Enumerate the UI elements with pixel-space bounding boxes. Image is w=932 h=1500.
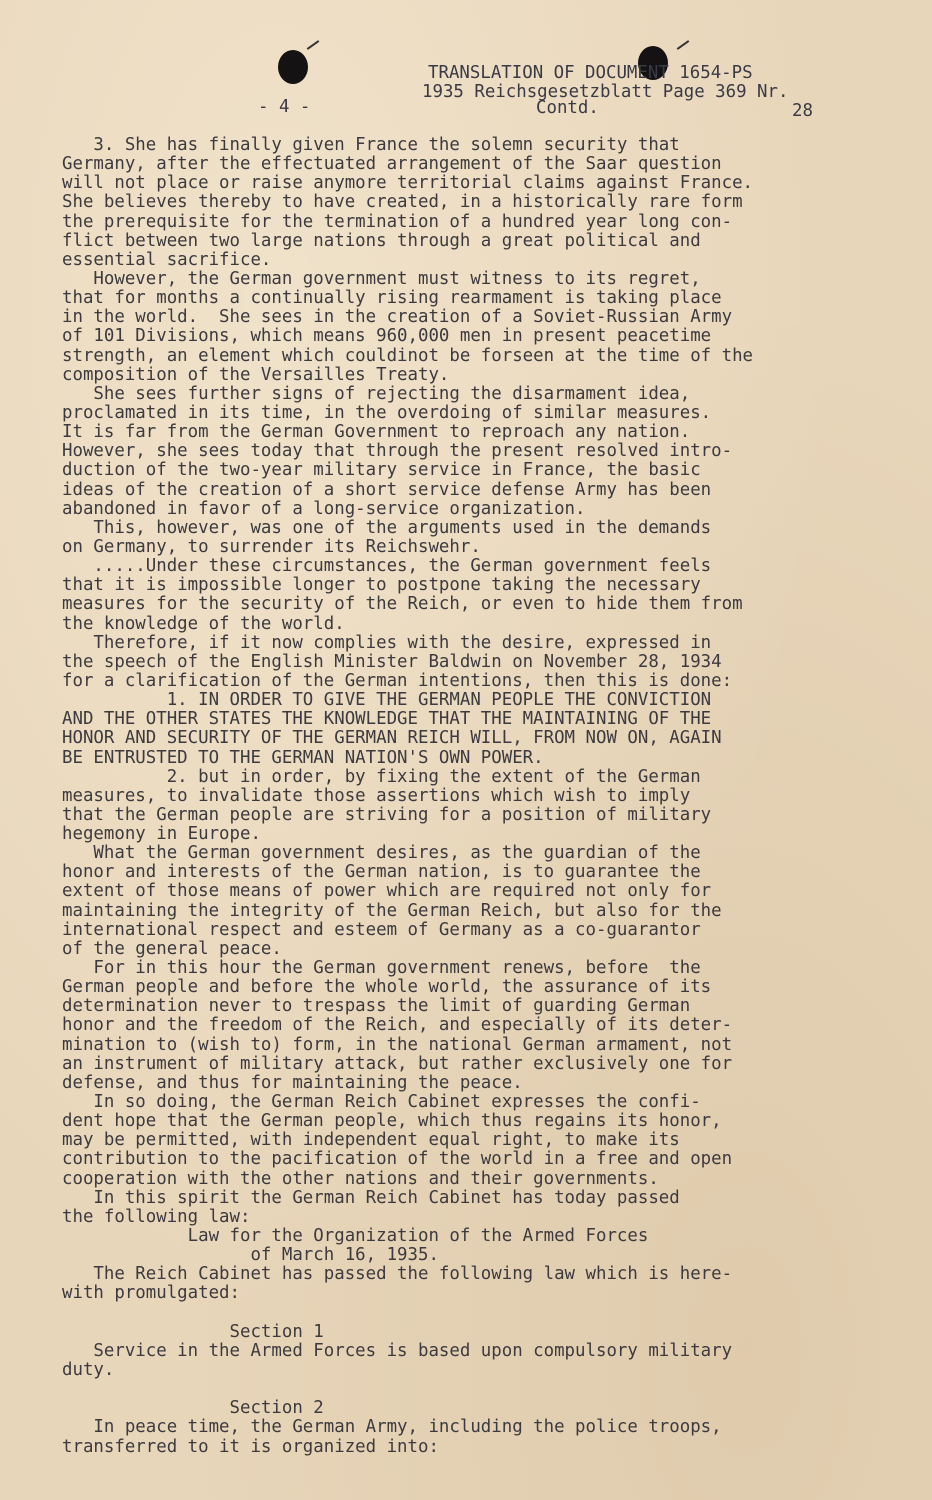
text-line: For in this hour the German government renews, before the xyxy=(62,958,701,979)
text-line: that for months a continually rising rearmament is taking place xyxy=(62,288,722,309)
text-line: that it is impossible longer to postpone taking the necessary xyxy=(62,575,701,596)
ink-mark xyxy=(307,40,320,50)
text-line: measures, to invalidate those assertions which wish to imply xyxy=(62,785,691,806)
text-line: proclamated in its time, in the overdoing of similar measures. xyxy=(62,402,712,423)
text-line: In so doing, the German Reich Cabinet expresses the confi- xyxy=(62,1092,701,1113)
text-line: ideas of the creation of a short service defense Army has been xyxy=(62,479,712,500)
text-line: However, she sees today that through the present resolved intro- xyxy=(62,441,733,462)
text-line: What the German government desires, as the guardian of the xyxy=(62,843,701,864)
text-line: Service in the Armed Forces is based upon compulsory military xyxy=(62,1340,733,1361)
text-line xyxy=(62,1380,832,1399)
text-line: It is far from the German Government to reproach any nation. xyxy=(62,422,691,443)
text-line: She believes thereby to have created, in a historically rare form xyxy=(62,192,743,213)
text-line: hegemony in Europe. xyxy=(62,824,261,845)
text-line: strength, an element which couldinot be forseen at the time of the xyxy=(62,345,754,366)
text-line: honor and the freedom of the Reich, and especially of its deter- xyxy=(62,1015,733,1036)
text-line: Section 2 xyxy=(62,1398,324,1419)
text-line: international respect and esteem of Germany as a co-guarantor xyxy=(62,919,701,940)
issue-number: 28 xyxy=(792,101,813,121)
text-line: in the world. She sees in the creation of a Soviet-Russian Army xyxy=(62,307,733,328)
text-line: the speech of the English Minister Baldwin on November 28, 1934 xyxy=(62,651,722,672)
text-line: 1. IN ORDER TO GIVE THE GERMAN PEOPLE THE CONVICTION xyxy=(62,690,712,711)
ink-mark xyxy=(677,40,690,50)
text-line: essential sacrifice. xyxy=(62,249,272,270)
text-line: duction of the two-year military service in France, the basic xyxy=(62,460,701,481)
text-line: extent of those means of power which are required not only for xyxy=(62,881,712,902)
text-line: duty. xyxy=(62,1360,115,1380)
text-line: AND THE OTHER STATES THE KNOWLEDGE THAT THE MAINTAINING OF THE xyxy=(62,709,712,730)
text-line: contribution to the pacification of the world in a free and open xyxy=(62,1149,733,1170)
text-line: Therefore, if it now complies with the desire, expressed in xyxy=(62,632,712,653)
text-line: Section 1 xyxy=(62,1321,324,1342)
text-line: 2. but in order, by fixing the extent of the German xyxy=(62,766,701,787)
text-line: HONOR AND SECURITY OF THE GERMAN REICH WILL, FROM NOW ON, AGAIN xyxy=(62,728,722,749)
text-line: Germany, after the effectuated arrangement of the Saar question xyxy=(62,154,722,175)
text-line: will not place or raise anymore territorial claims against France. xyxy=(62,173,754,194)
text-line: transferred to it is organized into: xyxy=(62,1436,439,1457)
document-body xyxy=(62,136,832,1457)
text-line: Law for the Organization of the Armed Forces xyxy=(62,1226,649,1247)
text-line: on Germany, to surrender its Reichswehr. xyxy=(62,536,481,557)
text-line: may be permitted, with independent equal right, to make its xyxy=(62,1130,680,1151)
text-line: .....Under these circumstances, the German government feels xyxy=(62,556,712,577)
text-line: This, however, was one of the arguments used in the demands xyxy=(62,517,712,538)
text-line: composition of the Versailles Treaty. xyxy=(62,364,450,385)
text-line: with promulgated: xyxy=(62,1283,240,1304)
page-number: - 4 - xyxy=(258,97,311,117)
text-line: BE ENTRUSTED TO THE GERMAN NATION'S OWN POWER. xyxy=(62,747,544,768)
text-line: of March 16, 1935. xyxy=(62,1245,439,1266)
text-line: mination to (wish to) form, in the national German armament, not xyxy=(62,1034,733,1055)
text-line: an instrument of military attack, but rather exclusively one for xyxy=(62,1053,733,1074)
text-line: flict between two large nations through a great political and xyxy=(62,230,701,251)
text-line: for a clarification of the German intentions, then this is done: xyxy=(62,670,733,691)
text-line: 3. She has finally given France the solemn security that xyxy=(62,135,680,155)
text-line: determination never to trespass the limit of guarding German xyxy=(62,996,691,1017)
text-line: that the German people are striving for a position of military xyxy=(62,804,712,825)
punch-hole-left xyxy=(278,50,308,84)
continued-label: Contd. xyxy=(536,98,599,118)
text-line: German people and before the whole world, the assurance of its xyxy=(62,977,712,998)
text-line: abandoned in favor of a long-service organization. xyxy=(62,498,586,519)
text-line: In peace time, the German Army, including the police troops, xyxy=(62,1417,722,1438)
text-line: In this spirit the German Reich Cabinet has today passed xyxy=(62,1187,680,1208)
text-line xyxy=(62,1304,832,1323)
text-line: of the general peace. xyxy=(62,938,282,959)
text-line: the prerequisite for the termination of a hundred year long con- xyxy=(62,211,733,232)
text-line: cooperation with the other nations and their governments. xyxy=(62,1168,659,1189)
text-line: maintaining the integrity of the German Reich, but also for the xyxy=(62,900,722,921)
document-source: 1935 Reichsgesetzblatt Page 369 Nr. xyxy=(422,82,789,102)
text-line: dent hope that the German people, which thus regains its honor, xyxy=(62,1111,722,1132)
text-line: of 101 Divisions, which means 960,000 men in present peacetime xyxy=(62,326,712,347)
text-line: the knowledge of the world. xyxy=(62,613,345,634)
text-line: defense, and thus for maintaining the peace. xyxy=(62,1072,523,1093)
text-line: the following law: xyxy=(62,1206,251,1227)
text-line: measures for the security of the Reich, or even to hide them from xyxy=(62,594,743,615)
text-line: However, the German government must witness to its regret, xyxy=(62,268,701,289)
text-line: The Reich Cabinet has passed the following law which is here- xyxy=(62,1264,733,1285)
text-line: honor and interests of the German nation, is to guarantee the xyxy=(62,862,701,883)
text-line: She sees further signs of rejecting the disarmament idea, xyxy=(62,383,691,404)
document-title: TRANSLATION OF DOCUMENT 1654-PS xyxy=(428,63,753,83)
